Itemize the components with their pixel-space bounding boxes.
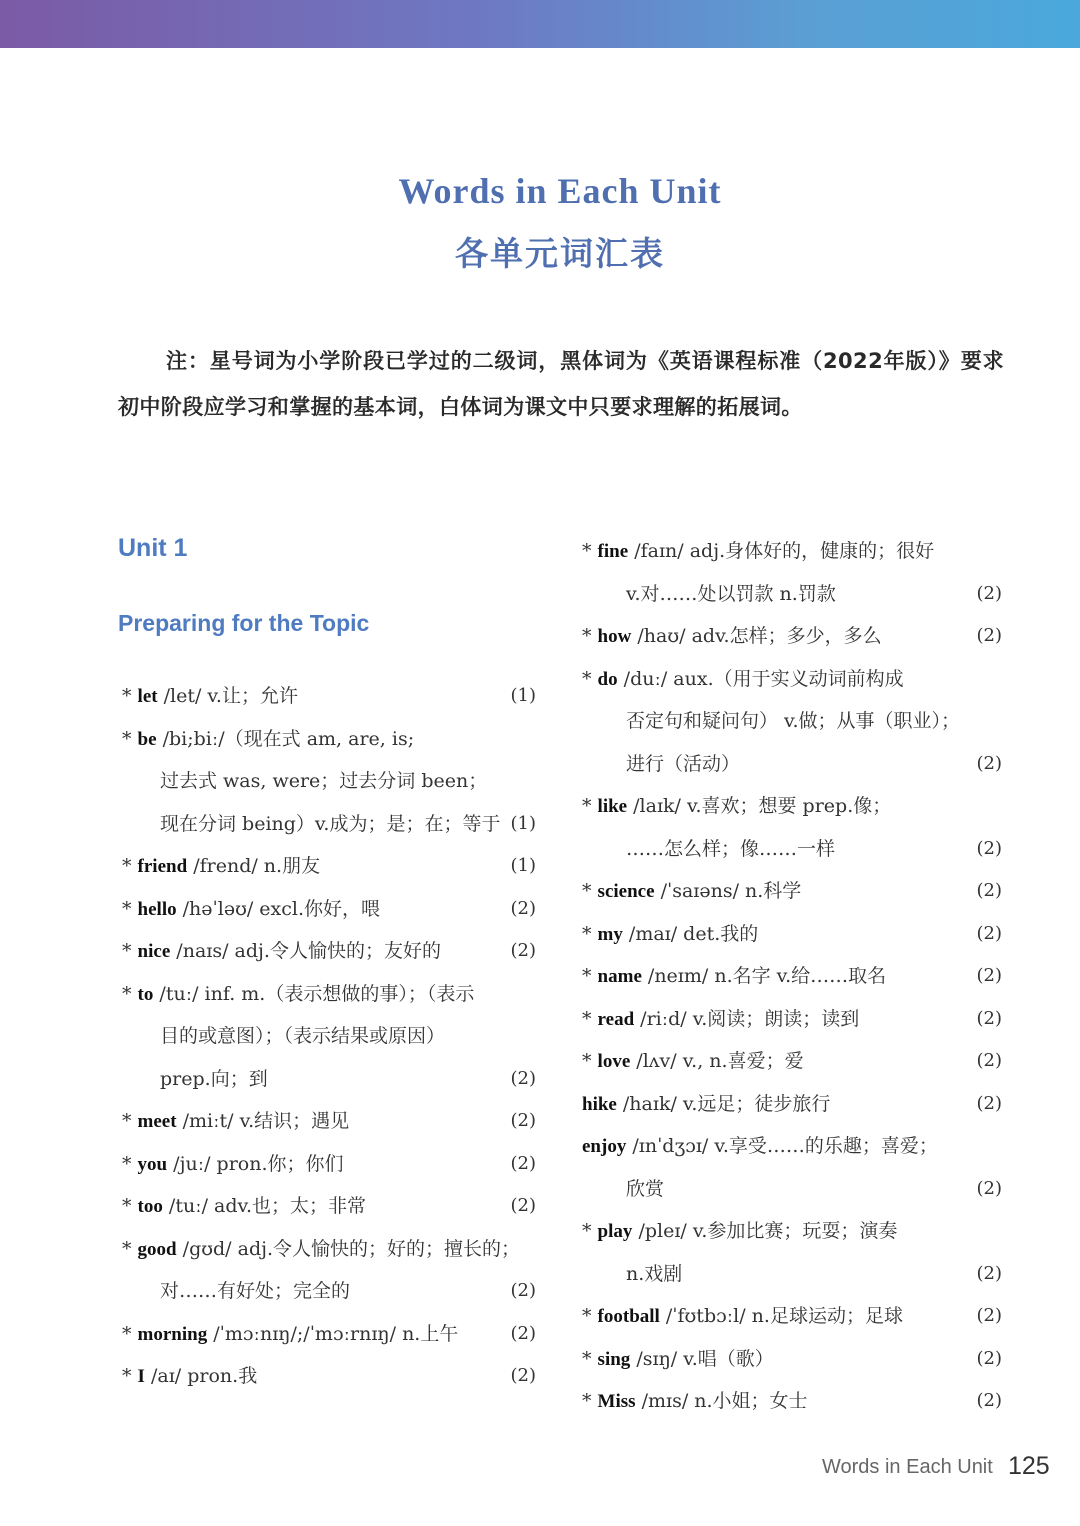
definition: /ɪnˈdʒɔɪ/ v.享受……的乐趣；喜爱；	[626, 1135, 938, 1157]
definition: /lʌv/ v., n.喜爱；爱	[630, 1050, 804, 1072]
level-number: (2)	[976, 752, 1002, 774]
vocab-entry	[582, 785, 1002, 828]
vocab-entry-text	[582, 625, 882, 647]
vocab-entry	[582, 658, 1002, 701]
header-color-band	[0, 0, 1080, 48]
vocab-entry	[582, 870, 1002, 913]
vocab-entry-text	[626, 838, 835, 860]
vocab-entry-text	[122, 940, 441, 962]
definition: 否定句和疑问句） v.做；从事（职业）；	[626, 710, 961, 732]
vocab-entry-text	[160, 770, 487, 792]
vocab-entry-text	[626, 1178, 664, 1200]
vocab-entry	[582, 1380, 1002, 1423]
star-mark: *	[582, 880, 598, 902]
definition: /mɪs/ n.小姐；女士	[635, 1390, 808, 1412]
vocab-entry-text	[582, 880, 801, 902]
vocab-column-left	[122, 675, 536, 1398]
definition: 欣赏	[626, 1177, 665, 1200]
star-mark: *	[122, 940, 138, 962]
star-mark: *	[122, 1365, 138, 1387]
vocab-entry	[582, 998, 1002, 1041]
headword: enjoy	[582, 1136, 627, 1157]
definition: /riːd/ v.阅读；朗读；读到	[634, 1007, 860, 1030]
definition: 过去式 was, were；过去分词 been；	[160, 770, 488, 792]
vocab-entry-text	[122, 983, 474, 1005]
vocab-entry-text	[582, 1093, 830, 1115]
footer-running-title: Words in Each Unit	[822, 1456, 993, 1478]
star-mark: *	[122, 897, 138, 920]
definition: /ˈmɔːnɪŋ/;/ˈmɔːrnɪŋ/ n.上午	[207, 1322, 459, 1345]
headword: science	[597, 881, 655, 902]
definition: 对……有好处；完全的	[160, 1280, 351, 1302]
level-number: (2)	[976, 880, 1002, 901]
vocab-entry	[582, 530, 1002, 573]
unit-heading: Unit 1	[118, 534, 188, 562]
star-mark: *	[582, 1347, 598, 1370]
headword: meet	[137, 1111, 177, 1132]
level-number: (2)	[510, 1195, 536, 1216]
vocab-entry-continuation	[582, 1168, 1002, 1211]
vocab-entry	[582, 1295, 1002, 1338]
star-mark: *	[122, 1152, 138, 1175]
vocab-entry	[122, 1143, 536, 1186]
level-number: (2)	[976, 1092, 1002, 1114]
level-number: (2)	[510, 1365, 536, 1386]
level-number: (2)	[976, 1390, 1002, 1411]
definition: /tuː/ adv.也；太；非常	[162, 1195, 367, 1217]
vocab-entry-text	[582, 965, 886, 987]
vocab-entry	[582, 1338, 1002, 1381]
definition: 目的或意图）；（表示结果或原因）	[160, 1025, 446, 1047]
level-number: (2)	[976, 1347, 1002, 1369]
vocab-entry-text	[582, 1390, 808, 1412]
headword: hike	[582, 1093, 617, 1115]
vocab-entry	[122, 888, 536, 931]
definition: /duː/ aux.（用于实义动词前构成	[617, 667, 904, 690]
vocab-entry-text	[160, 1025, 445, 1047]
page-title-english: Words in Each Unit	[398, 171, 722, 211]
level-number: (2)	[510, 1152, 536, 1174]
definition: v.对……处以罚款 n.罚款	[626, 582, 836, 605]
vocab-entry-text	[582, 1348, 774, 1370]
star-mark: *	[582, 1007, 598, 1030]
vocab-entry-text	[122, 1238, 520, 1260]
vocab-entry	[122, 1185, 536, 1228]
headword: read	[597, 1008, 635, 1030]
vocab-entry	[122, 930, 536, 973]
vocab-entry-text	[160, 1068, 268, 1090]
vocab-entry	[582, 1040, 1002, 1083]
level-number: (2)	[510, 1110, 536, 1131]
vocab-entry-text	[122, 898, 380, 920]
level-number: (1)	[510, 685, 536, 706]
star-mark: *	[582, 1390, 598, 1412]
vocab-entry-text	[626, 583, 836, 605]
level-number: (2)	[976, 922, 1002, 944]
level-number: (2)	[976, 582, 1002, 604]
vocab-entry-text	[626, 1263, 682, 1285]
headword: you	[137, 1153, 168, 1175]
vocab-entry-continuation	[582, 743, 1002, 786]
definition: /neɪm/ n.名字 v.给……取名	[641, 965, 887, 987]
level-number: (1)	[510, 812, 536, 834]
star-mark: *	[582, 922, 598, 945]
headword: name	[597, 966, 642, 987]
vocab-entry-text	[122, 728, 414, 750]
vocab-entry-continuation	[582, 573, 1002, 616]
definition: /pleɪ/ v.参加比赛；玩耍；演奏	[632, 1220, 898, 1242]
headword: do	[597, 668, 618, 690]
star-mark: *	[122, 1322, 138, 1345]
definition: /miːt/ v.结识；遇见	[176, 1110, 350, 1132]
vocab-entry	[122, 845, 536, 888]
definition: /haʊ/ adv.怎样；多少，多么	[631, 625, 882, 647]
headword: let	[137, 686, 158, 707]
headword: friend	[137, 856, 188, 877]
vocab-entry-continuation	[122, 803, 536, 846]
vocab-entry-text	[122, 1110, 349, 1132]
vocab-entry	[582, 1125, 1002, 1168]
level-number: (2)	[976, 1305, 1002, 1326]
definition: /frend/ n.朋友	[187, 855, 321, 877]
headword: be	[137, 728, 157, 750]
vocab-entry-continuation	[122, 1015, 536, 1058]
level-number: (2)	[976, 1050, 1002, 1071]
vocab-entry-text	[122, 685, 298, 707]
star-mark: *	[122, 855, 138, 877]
headword: sing	[597, 1348, 631, 1370]
star-mark: *	[582, 667, 598, 690]
headword: fine	[597, 541, 629, 562]
level-number: (2)	[976, 837, 1002, 859]
headword: I	[137, 1366, 145, 1387]
definition: /juː/ pron.你；你们	[167, 1152, 344, 1175]
vocab-entry-continuation	[582, 828, 1002, 871]
headword: Miss	[597, 1391, 636, 1412]
level-number: (2)	[976, 1262, 1002, 1284]
vocab-entry-continuation	[582, 700, 1002, 743]
level-number: (2)	[510, 897, 536, 919]
vocab-entry-continuation	[122, 1270, 536, 1313]
vocab-entry	[582, 1083, 1002, 1126]
vocab-entry-text	[582, 1008, 859, 1030]
headword: morning	[137, 1323, 208, 1345]
vocab-entry	[122, 675, 536, 718]
headword: too	[137, 1196, 163, 1217]
level-number: (2)	[510, 1280, 536, 1301]
headword: good	[137, 1238, 177, 1260]
level-number: (2)	[976, 965, 1002, 986]
level-number: (2)	[510, 1322, 536, 1344]
star-mark: *	[122, 1195, 138, 1217]
page-number: 125	[1008, 1452, 1050, 1480]
vocab-entry	[122, 1228, 536, 1271]
vocab-entry-text	[122, 855, 320, 877]
vocab-entry-text	[582, 1305, 903, 1327]
vocab-entry-text	[582, 795, 891, 817]
definition: /aɪ/ pron.我	[144, 1365, 258, 1387]
page-title-chinese: 各单元词汇表	[455, 234, 665, 273]
headword: love	[597, 1051, 631, 1072]
headword: nice	[137, 941, 171, 962]
vocab-entry	[122, 1355, 536, 1398]
vocab-entry-text	[160, 1280, 350, 1302]
star-mark: *	[582, 1220, 598, 1242]
star-mark: *	[122, 1110, 138, 1132]
vocab-entry-text	[582, 1135, 938, 1157]
vocab-entry-continuation	[122, 760, 536, 803]
vocab-entry	[582, 615, 1002, 658]
definition: n.戏剧	[626, 1262, 683, 1285]
star-mark: *	[582, 1305, 598, 1327]
level-number: (2)	[510, 940, 536, 961]
vocab-entry	[122, 973, 536, 1016]
vocab-entry-text	[582, 1220, 897, 1242]
level-number: (2)	[976, 1007, 1002, 1029]
vocab-entry-text	[122, 1365, 257, 1387]
headword: how	[597, 626, 632, 647]
level-number: (2)	[510, 1067, 536, 1089]
vocab-entry-text	[582, 923, 758, 945]
section-heading: Preparing for the Topic	[118, 610, 370, 636]
headword: my	[597, 923, 623, 945]
definition: prep.向；到	[160, 1067, 268, 1090]
definition: /bi;biː/（现在式 am, are, is;	[156, 727, 415, 750]
definition: ……怎么样；像……一样	[626, 837, 836, 860]
vocab-entry-text	[582, 668, 904, 690]
star-mark: *	[582, 625, 598, 647]
headword: to	[137, 983, 154, 1005]
definition: 进行（活动）	[626, 752, 741, 775]
headword: play	[597, 1221, 633, 1242]
star-mark: *	[122, 1237, 138, 1260]
vocab-entry	[582, 913, 1002, 956]
definition: /haɪk/ v.远足；徒步旅行	[616, 1092, 831, 1115]
headword: like	[597, 796, 628, 817]
definition: /faɪn/ adj.身体好的，健康的；很好	[628, 540, 935, 562]
definition: /let/ v.让；允许	[157, 685, 298, 707]
star-mark: *	[582, 1050, 598, 1072]
star-mark: *	[582, 965, 598, 987]
vocab-entry-text	[626, 753, 740, 775]
vocab-entry-text	[582, 540, 934, 562]
level-number: (1)	[510, 855, 536, 876]
definition: /həˈləʊ/ excl.你好，喂	[176, 897, 381, 920]
definition: /ˈfʊtbɔːl/ n.足球运动；足球	[659, 1305, 903, 1327]
definition: /gʊd/ adj.令人愉快的；好的；擅长的；	[176, 1237, 521, 1260]
vocab-entry	[122, 1313, 536, 1356]
definition: /tuː/ inf. m.（表示想做的事）；（表示	[153, 982, 475, 1005]
note-paragraph: 注：星号词为小学阶段已学过的二级词，黑体词为《英语课程标准（2022年版）》要求初中阶段应学习和掌握的基本词，白体词为课文中只要求理解的拓展词。	[118, 349, 1004, 419]
vocab-entry	[122, 1100, 536, 1143]
vocab-entry-text	[122, 1153, 344, 1175]
vocab-entry-text	[160, 813, 500, 835]
headword: hello	[137, 898, 177, 920]
star-mark: *	[122, 685, 138, 707]
star-mark: *	[582, 795, 598, 817]
vocab-entry-text	[122, 1323, 458, 1345]
vocab-entry	[582, 1210, 1002, 1253]
vocab-column-right	[582, 530, 1002, 1423]
definition: 现在分词 being）v.成为；是；在；等于	[160, 812, 501, 835]
vocab-entry-text	[626, 710, 960, 732]
star-mark: *	[122, 982, 138, 1005]
level-number: (2)	[976, 1177, 1002, 1199]
headword: football	[597, 1306, 660, 1327]
vocab-entry-continuation	[122, 1058, 536, 1101]
definition: /ˈsaɪəns/ n.科学	[654, 880, 802, 902]
vocab-entry	[582, 955, 1002, 998]
definition: /laɪk/ v.喜欢；想要 prep.像；	[627, 795, 892, 817]
definition: /sɪŋ/ v.唱（歌）	[630, 1347, 774, 1370]
vocab-entry	[122, 718, 536, 761]
definition: /maɪ/ det.我的	[622, 922, 759, 945]
vocab-entry-continuation	[582, 1253, 1002, 1296]
definition: /naɪs/ adj.令人愉快的；友好的	[170, 940, 441, 962]
star-mark: *	[582, 540, 598, 562]
vocab-entry-text	[122, 1195, 366, 1217]
level-number: (2)	[976, 625, 1002, 646]
vocab-entry-text	[582, 1050, 804, 1072]
star-mark: *	[122, 727, 138, 750]
